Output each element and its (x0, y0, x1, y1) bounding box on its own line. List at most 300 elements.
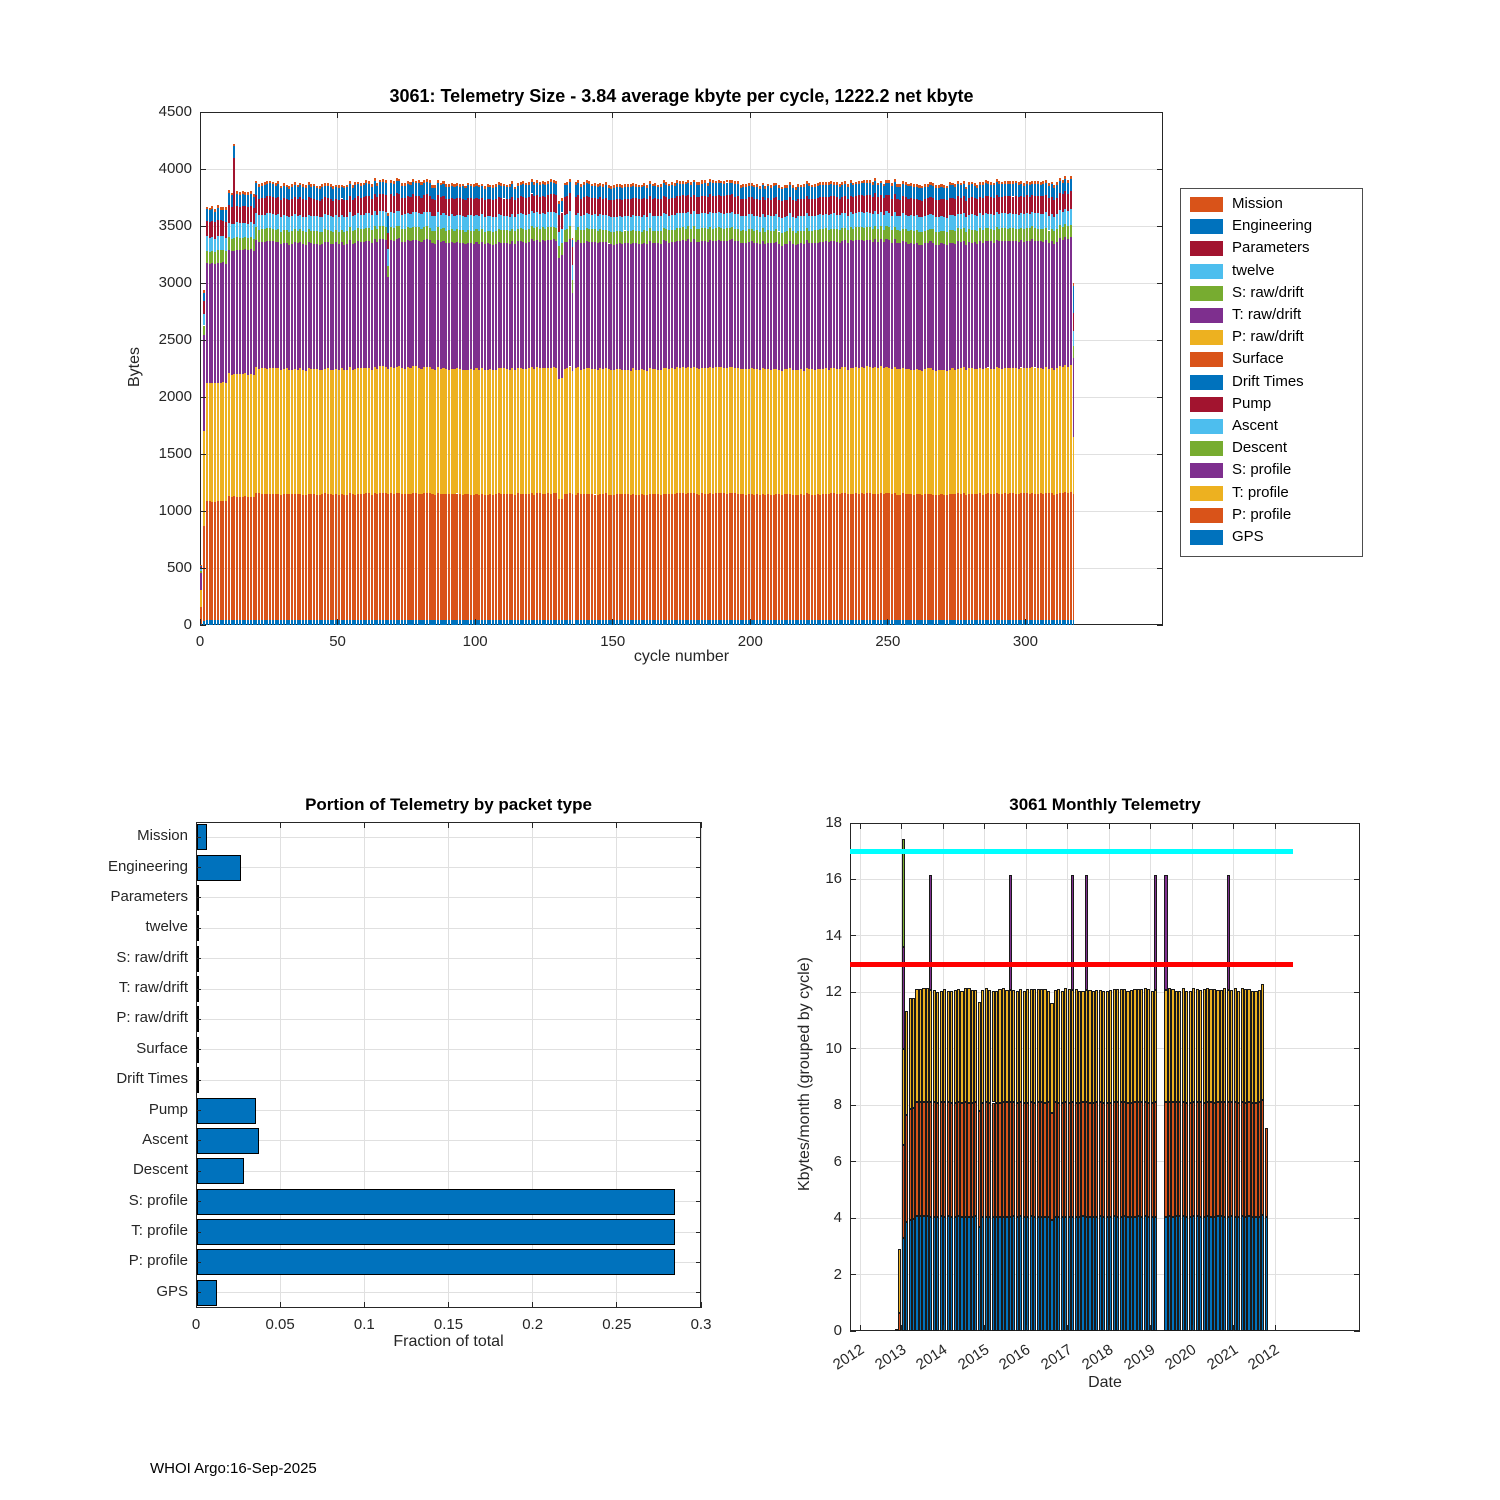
y-tick-mark (196, 1232, 201, 1233)
bar-segment (294, 620, 296, 625)
bar-segment (751, 183, 753, 186)
bar-segment (478, 620, 480, 625)
bar-segment (346, 244, 348, 370)
bar-segment (740, 369, 742, 494)
bar-segment (858, 212, 860, 227)
bar-segment (698, 369, 700, 495)
bar-segment (756, 184, 758, 187)
bar-segment (500, 186, 502, 198)
bar-segment (979, 228, 981, 240)
bar-segment (363, 215, 365, 230)
bar-segment (759, 217, 761, 232)
bar-segment (979, 185, 981, 197)
x-tick-label: 200 (737, 633, 763, 650)
bar-segment (940, 243, 942, 369)
y-tick-mark (1354, 1274, 1360, 1275)
bar-segment (1029, 494, 1031, 620)
bar-segment (349, 184, 351, 196)
bar-segment (484, 244, 486, 370)
bar-segment (910, 243, 912, 370)
bar-segment (572, 371, 573, 494)
bar-segment (487, 184, 489, 187)
bar-segment (1009, 493, 1011, 620)
bar-segment (280, 232, 282, 245)
bar-segment (965, 370, 967, 495)
bar-segment (822, 242, 824, 368)
bar-segment (709, 620, 711, 625)
bar-segment (423, 240, 425, 368)
bar-segment (613, 620, 615, 625)
bar-segment (764, 186, 766, 189)
bar-segment (591, 242, 593, 368)
bar-segment (679, 228, 681, 241)
bar-segment (709, 240, 711, 367)
bar-segment (220, 207, 222, 210)
bar-segment (803, 199, 805, 217)
bar-segment (803, 216, 805, 231)
bar-segment (940, 184, 942, 187)
bar-segment (1018, 215, 1020, 229)
bar-segment (398, 211, 400, 226)
bar-segment (949, 215, 951, 230)
bar-segment (1062, 212, 1064, 227)
bar-segment (338, 232, 340, 244)
bar-segment (555, 184, 557, 196)
bar-segment (682, 184, 684, 195)
bar-segment (580, 199, 582, 216)
bar-segment (225, 207, 227, 210)
bar-segment (646, 185, 648, 188)
bar-segment (225, 264, 227, 383)
x-tick-mark (887, 112, 888, 118)
bar-segment (211, 502, 213, 621)
bar-segment (1059, 238, 1061, 366)
bar-segment (762, 197, 764, 214)
bar-segment (200, 571, 202, 573)
bar-segment (316, 188, 318, 199)
bar-segment (987, 241, 989, 367)
bar-segment (536, 180, 538, 183)
bar-segment (387, 494, 388, 620)
bar-segment (511, 368, 513, 494)
bar-segment (1062, 180, 1064, 183)
bar-segment (990, 241, 992, 368)
bar-segment (261, 494, 263, 619)
bar-segment (1037, 184, 1039, 197)
bar-segment (800, 187, 802, 199)
bar-segment (431, 199, 433, 216)
bar-segment (619, 199, 621, 216)
bar-segment (830, 181, 832, 184)
x-tick-mark (1150, 823, 1151, 829)
bar-segment (715, 620, 717, 625)
bar-segment (613, 370, 615, 495)
bar-segment (610, 186, 612, 189)
bar-segment (731, 212, 733, 227)
bar-segment (341, 185, 343, 188)
bar-segment (308, 242, 310, 369)
bar-segment (404, 186, 406, 197)
bar-segment (1001, 494, 1003, 620)
bar-segment (269, 196, 271, 213)
bar-segment (627, 216, 629, 231)
bar-segment (704, 241, 706, 368)
bar-segment (982, 182, 984, 185)
bar-segment (376, 242, 378, 369)
bar-segment (869, 240, 871, 367)
bar-segment (844, 493, 846, 619)
bar-segment (839, 184, 841, 187)
bar-segment (409, 228, 411, 241)
bar-segment (877, 242, 879, 368)
bar-segment (569, 493, 571, 620)
bar-segment (277, 229, 279, 242)
bar-segment (932, 370, 934, 495)
bar-segment (492, 185, 494, 188)
bar-segment (693, 239, 695, 366)
bar-segment (412, 227, 414, 240)
y-tick-mark (196, 837, 201, 838)
bar-segment (498, 182, 500, 185)
bar-segment (597, 495, 599, 620)
bar-segment (349, 240, 351, 367)
bar-segment (861, 240, 863, 366)
bar-segment (398, 620, 400, 625)
x-tick-mark (532, 822, 533, 828)
bar-segment (723, 241, 725, 367)
bar-segment (467, 370, 469, 495)
bar-segment (949, 182, 951, 185)
bar-segment (1018, 197, 1020, 215)
bar-segment (641, 232, 643, 244)
bar-segment (979, 241, 981, 368)
bar-segment (459, 187, 461, 199)
month-segment (1085, 875, 1088, 989)
bar-segment (1073, 620, 1074, 625)
bar-segment (726, 195, 728, 213)
bar-segment (407, 181, 409, 184)
bar-segment (830, 229, 832, 242)
bar-segment (456, 494, 458, 620)
bar-segment (1031, 195, 1033, 212)
bar-segment (668, 620, 670, 625)
bar-segment (434, 244, 436, 371)
bar-segment (987, 620, 989, 625)
bar-segment (657, 185, 659, 188)
bar-segment (352, 200, 354, 217)
bar-segment (456, 242, 458, 368)
bar-segment (228, 496, 230, 620)
bar-segment (250, 374, 252, 497)
bar-segment (781, 189, 783, 201)
bar-segment (591, 620, 593, 625)
legend-label: Descent (1232, 439, 1288, 457)
bar-segment (594, 183, 596, 186)
bar-segment (275, 242, 277, 368)
bar-segment (872, 620, 874, 625)
bar-segment (1045, 493, 1047, 620)
bar-segment (1023, 186, 1025, 197)
bar-segment (396, 226, 398, 239)
bar-segment (299, 197, 301, 215)
bar-segment (885, 493, 887, 620)
bar-segment (910, 215, 912, 230)
bar-segment (1048, 186, 1050, 198)
bar-segment (550, 212, 552, 227)
bar-segment (737, 181, 739, 184)
gridline-h (196, 989, 701, 990)
bar-segment (396, 181, 398, 193)
bar-segment (211, 263, 213, 383)
x-tick-mark (1025, 112, 1026, 118)
bar-segment (280, 186, 282, 189)
bar-segment (676, 213, 678, 228)
bar-segment (536, 183, 538, 195)
bar-segment (569, 226, 571, 239)
bar-segment (847, 620, 849, 625)
bar-segment (1056, 620, 1058, 625)
bar-segment (566, 494, 568, 620)
bar-segment (550, 494, 552, 620)
bar-segment (759, 232, 761, 245)
bar-segment (935, 188, 937, 200)
bar-segment (1048, 243, 1050, 369)
bar-segment (990, 197, 992, 215)
bar-segment (971, 230, 973, 243)
bar-segment (874, 494, 876, 620)
bar-segment (844, 228, 846, 240)
bar-segment (891, 620, 893, 625)
bar-segment (949, 370, 951, 495)
bar-segment (938, 232, 940, 245)
bar-segment (492, 200, 494, 217)
bar-segment (374, 181, 376, 194)
x-tick-label: 2014 (913, 1341, 951, 1374)
bar-segment (715, 493, 717, 620)
bar-segment (696, 229, 698, 242)
bar-segment (1018, 229, 1020, 242)
bar-segment (597, 620, 599, 625)
bar-segment (608, 185, 610, 188)
bar-segment (459, 369, 461, 494)
bar-segment (236, 620, 238, 625)
bar-segment (685, 182, 687, 185)
bar-segment (475, 198, 477, 215)
bar-segment (1009, 368, 1011, 494)
bar-segment (277, 620, 279, 625)
bar-segment (536, 195, 538, 212)
bar-segment (354, 198, 356, 215)
bar-segment (806, 196, 808, 213)
bar-segment (951, 215, 953, 230)
y-tick-mark (1354, 1218, 1360, 1219)
bar-segment (368, 184, 370, 196)
bar-segment (343, 245, 345, 370)
month-segment (902, 839, 905, 948)
bar-segment (506, 494, 508, 620)
bar-segment (1029, 197, 1031, 214)
bar-segment (242, 206, 244, 223)
bar-segment (396, 178, 398, 181)
legend-swatch-parameters (1190, 241, 1223, 256)
bar-segment (712, 368, 714, 494)
bar-segment (305, 245, 307, 371)
bar-segment (789, 182, 791, 185)
bar-segment (869, 620, 871, 625)
bar-segment (883, 198, 885, 215)
bar-segment (1009, 620, 1011, 625)
bar-segment (599, 197, 601, 214)
x-tick-mark (943, 1325, 944, 1331)
bar-segment (341, 215, 343, 230)
bar-segment (872, 214, 874, 229)
bar-segment (522, 197, 524, 214)
bar-segment (918, 232, 920, 245)
bar-segment (233, 496, 235, 620)
bar-segment (1037, 181, 1039, 184)
bar-segment (531, 226, 533, 239)
bar-segment (451, 183, 453, 186)
bar-segment (264, 494, 266, 620)
bar-segment (748, 494, 750, 620)
bar-segment (638, 495, 640, 620)
bar-segment (470, 184, 472, 187)
legend-swatch-surface (1190, 352, 1223, 367)
bar-segment (1045, 228, 1047, 241)
bar-segment (209, 208, 211, 210)
bar-segment (509, 620, 511, 625)
bar-segment (1015, 183, 1017, 196)
bar-segment (762, 183, 764, 186)
bar-segment (1009, 181, 1011, 184)
bar-segment (751, 214, 753, 229)
bar-segment (374, 178, 376, 181)
bar-segment (839, 215, 841, 230)
bar-segment (822, 369, 824, 494)
bar-segment (668, 243, 670, 369)
bar-segment (701, 241, 703, 368)
bar-segment (580, 187, 582, 199)
bar-segment (299, 368, 301, 494)
bar-segment (690, 368, 692, 493)
bar-segment (445, 231, 447, 244)
bar-segment (742, 184, 744, 187)
bar-segment (335, 215, 337, 230)
bar-segment (434, 495, 436, 620)
bar-segment (553, 493, 555, 619)
bar-segment (481, 198, 483, 214)
bar-segment (398, 179, 400, 182)
bar-segment (968, 368, 970, 494)
bar-segment (949, 198, 951, 216)
bar-segment (453, 199, 455, 216)
bar-segment (621, 370, 623, 494)
bar-segment (1056, 214, 1058, 228)
bar-segment (896, 495, 898, 620)
bar-segment (885, 211, 887, 226)
bar-segment (247, 224, 249, 238)
bar-segment (781, 371, 783, 495)
bar-segment (327, 494, 329, 620)
bar-segment (341, 620, 343, 625)
bar-segment (624, 184, 626, 187)
bar-segment (858, 494, 860, 620)
bar-segment (401, 215, 403, 230)
bar-segment (693, 211, 695, 226)
bar-segment (467, 198, 469, 215)
y-tick-label: 0 (183, 616, 192, 633)
bar-segment (770, 200, 772, 216)
bar-segment (792, 620, 794, 625)
bar-segment (332, 620, 334, 625)
bar-segment (564, 494, 566, 620)
bar-segment (401, 198, 403, 215)
bar-segment (742, 199, 744, 216)
bar-segment (979, 182, 981, 185)
bar-segment (445, 369, 447, 494)
bar-segment (437, 367, 439, 493)
bar-segment (946, 620, 948, 625)
bar-segment (1020, 184, 1022, 196)
bar-segment (690, 229, 692, 242)
bar-segment (316, 495, 318, 620)
bar-segment (407, 184, 409, 195)
bar-segment (321, 199, 323, 216)
bar-segment (258, 187, 260, 199)
bar-segment (564, 369, 566, 494)
bar-segment (448, 216, 450, 231)
bar-segment (784, 232, 786, 244)
bar-segment (841, 197, 843, 213)
bar-segment (951, 185, 953, 197)
bar-segment (209, 620, 211, 625)
y-tick-label: 6 (833, 1152, 842, 1170)
bar-segment (701, 620, 703, 625)
bar-segment (558, 379, 560, 499)
bar-segment (954, 231, 956, 244)
bar-segment (294, 242, 296, 369)
bar-segment (646, 495, 648, 620)
gridline-h (196, 837, 701, 838)
bar-segment (420, 229, 422, 242)
bar-segment (745, 369, 747, 495)
bar-segment (338, 185, 340, 188)
bar-segment (514, 189, 516, 200)
bar-segment (660, 184, 662, 187)
bar-segment (979, 197, 981, 214)
bar-segment (605, 230, 607, 243)
bar-segment (374, 194, 376, 211)
bar-segment (795, 201, 797, 218)
bar-segment (365, 183, 367, 195)
bar-segment (971, 494, 973, 620)
bar-segment (580, 620, 582, 625)
gridline-h (196, 897, 701, 898)
category-label: Descent (132, 1161, 188, 1179)
x-tick-mark (1233, 1325, 1234, 1331)
legend-label: Parameters (1232, 239, 1310, 257)
bar-segment (902, 241, 904, 368)
bar-segment (1051, 184, 1053, 196)
bar-segment (291, 244, 293, 370)
bar-segment (236, 194, 238, 205)
y-tick-mark (1157, 226, 1163, 227)
bar-segment (280, 370, 282, 494)
bar-segment (632, 368, 634, 494)
bar-segment (503, 368, 505, 494)
bar-segment (558, 246, 560, 258)
bar-segment (880, 181, 882, 184)
